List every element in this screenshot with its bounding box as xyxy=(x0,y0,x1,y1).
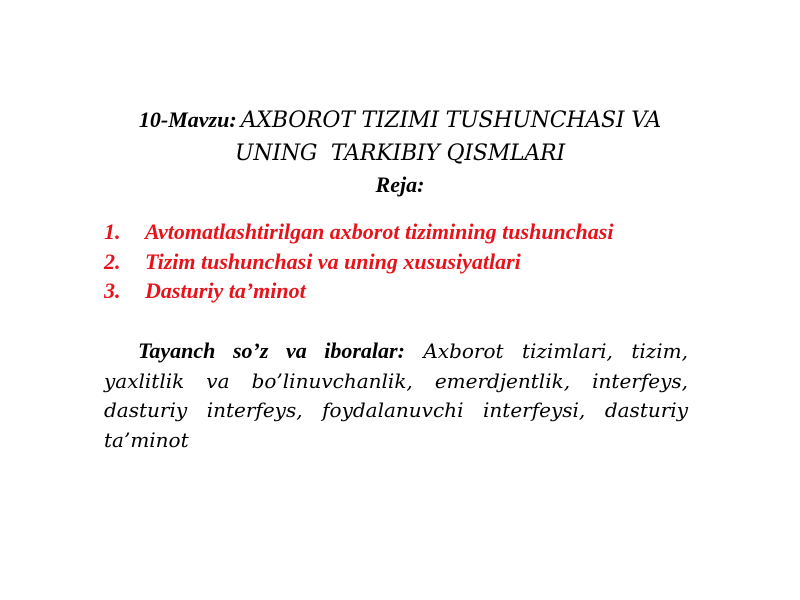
title-block xyxy=(100,104,700,200)
plan-item xyxy=(104,217,724,247)
plan-item-number: 2. xyxy=(104,248,121,274)
topic-number: 10-Mavzu: xyxy=(138,107,237,132)
keywords-text: Axborot tizimlari, tizim, yaxlitlik va bo’linuvchanlik, emerdjentlik, interfeys, dasturiy interfeys, foydalanuvchi interfeysi, dasturiy ta’minot xyxy=(104,339,689,452)
title-line-1 xyxy=(100,104,700,138)
topic-title-line-2: UNING TARKIBIY QISMLARI xyxy=(235,141,565,166)
plan-item-text: Tizim tushunchasi va uning xususiyatlari xyxy=(145,248,521,274)
topic-title-line-1: AXBOROT TIZIMI TUSHUNCHASI VA xyxy=(240,108,662,133)
keywords-paragraph xyxy=(104,336,688,455)
plan-item-text: Dasturiy ta’minot xyxy=(145,278,306,303)
plan-item xyxy=(104,276,724,306)
plan-item-number: 3. xyxy=(104,278,121,303)
plan-item xyxy=(104,247,724,277)
plan-item-text: Avtomatlashtirilgan axborot tizimining tushunchasi xyxy=(145,219,614,244)
plan-heading: Reja: xyxy=(375,172,425,197)
plan-item-number: 1. xyxy=(104,219,121,244)
plan-list xyxy=(104,217,724,306)
keywords-label: Tayanch so’z va iboralar: xyxy=(138,338,405,363)
